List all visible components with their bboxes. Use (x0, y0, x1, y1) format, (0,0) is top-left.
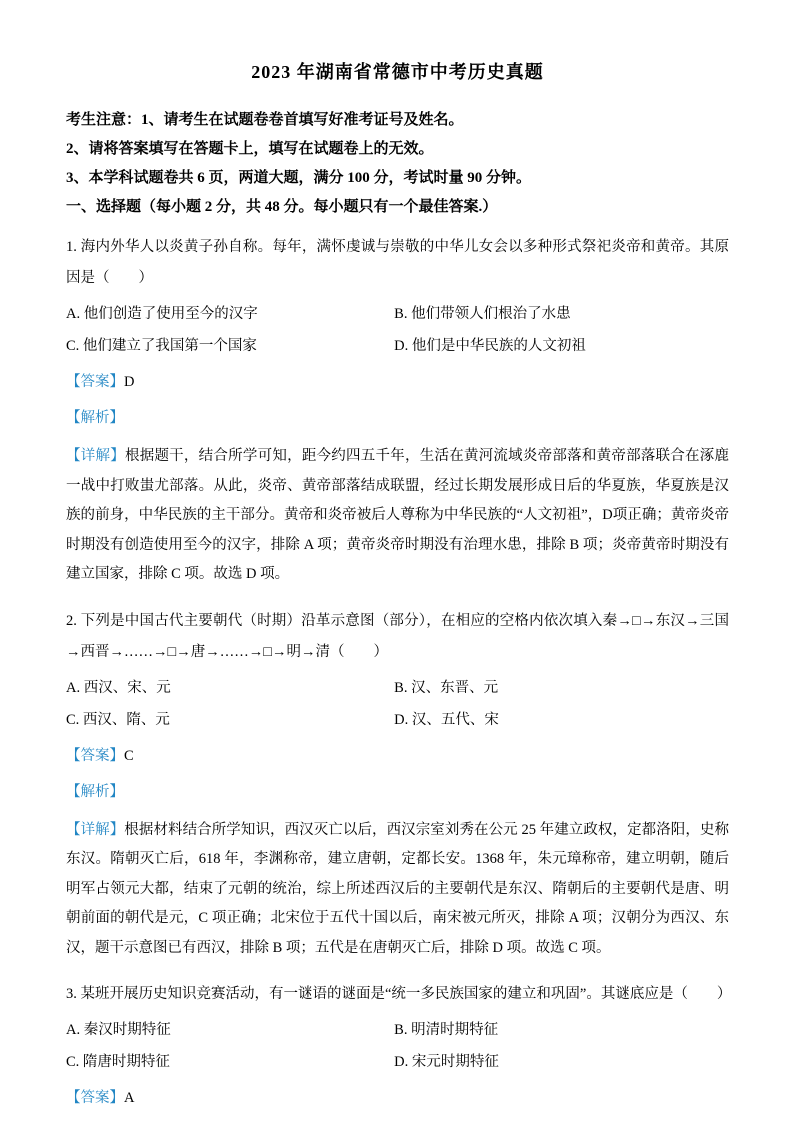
answer-value: C (124, 747, 134, 764)
question-3 (66, 979, 732, 1110)
detail-label: 【详解】 (66, 448, 125, 464)
answer-label: 【答案】 (66, 1090, 124, 1106)
analysis-label: 【解析】 (66, 410, 124, 426)
question-1-option-a: A. 他们创造了使用至今的汉字 (66, 306, 258, 322)
answer-value: D (124, 374, 135, 390)
question-2-detail (66, 816, 729, 964)
question-1-analysis-line (66, 406, 729, 430)
question-2-options (66, 676, 729, 732)
notice-line-2: 2、请将答案填写在答题卡上，填写在试题卷上的无效。 (66, 141, 434, 157)
question-3-option-a: A. 秦汉时期特征 (66, 1022, 171, 1038)
question-2-option-d: D. 汉、五代、宋 (394, 711, 499, 728)
question-2-answer-line (66, 744, 729, 768)
question-3-option-b: B. 明清时期特征 (394, 1022, 499, 1038)
answer-value: A (124, 1090, 135, 1106)
analysis-label: 【解析】 (66, 783, 124, 800)
question-1-option-c: C. 他们建立了我国第一个国家 (66, 338, 257, 354)
question-1-stem: 1. 海内外华人以炎黄子孙自称。每年，满怀虔诚与崇敬的中华儿女会以多种形式祭祀炎帝和黄帝。其原因是（ ） (66, 239, 729, 286)
question-1 (66, 232, 729, 590)
notice-line-3: 3、本学科试题卷共 6 页，两道大题，满分 100 分，考试时量 90 分钟。 (66, 170, 532, 186)
question-3-option-c: C. 隋唐时期特征 (66, 1054, 170, 1070)
question-1-answer-line (66, 370, 729, 394)
detail-label: 【详解】 (66, 821, 125, 838)
question-2-stem: 2. 下列是中国古代主要朝代（时期）沿革示意图（部分），在相应的空格内依次填入秦→□→东汉→三国→西晋→……→□→唐→……→□→明→清（ ） (66, 612, 729, 660)
question-1-option-d: D. 他们是中华民族的人文初祖 (394, 338, 586, 354)
answer-label: 【答案】 (66, 374, 124, 390)
question-1-options (66, 302, 729, 358)
section-title: 一、选择题（每小题 2 分，共 48 分。每小题只有一个最佳答案.） (66, 199, 498, 215)
question-3-options (66, 1018, 729, 1074)
answer-label: 【答案】 (66, 747, 124, 764)
question-3-answer-line (66, 1086, 729, 1110)
question-2-option-c: C. 西汉、隋、元 (66, 711, 170, 728)
detail-text: 根据材料结合所学知识，西汉灭亡以后，西汉宗室刘秀在公元 25 年建立政权，定都洛阳，史称东汉。隋朝灭亡后，618 年，李渊称帝，建立唐朝，定都长安。1368 年，朱元璋称帝，建立明朝，随后明军占领元大都，结束了元朝的统治，综上所述西汉后的主要朝代是东汉、隋朝后的主要朝代是唐、明朝前面的朝代是元，C 项正确；北宋位于五代十国以后，南宋被元所灭，排除 A 项；汉朝分为西汉、东汉，题干示意图已有西汉，排除 B 项；五代是在唐朝灭亡后，排除 D 项。故选 C 项。 (66, 821, 730, 956)
question-1-detail (66, 442, 729, 590)
question-2 (66, 606, 729, 964)
question-3-stem: 3. 某班开展历史知识竞赛活动，有一谜语的谜面是“统一多民族国家的建立和巩固”。其谜底应是（ ） (66, 986, 732, 1002)
detail-text: 根据题干，结合所学可知，距今约四五千年，生活在黄河流域炎帝部落和黄帝部落联合在涿鹿一战中打败蚩尤部落。从此，炎帝、黄帝部落结成联盟，经过长期发展形成日后的华夏族，华夏族是汉族的前身，中华民族的主干部分。黄帝和炎帝被后人尊称为中华民族的“人文初祖”，D项正确；黄帝炎帝时期没有创造使用至今的汉字，排除 A 项；黄帝炎帝时期没有治理水患，排除 B 项；炎帝黄帝时期没有建立国家，排除 C 项。故选 D 项。 (66, 448, 730, 582)
question-3-option-d: D. 宋元时期特征 (394, 1054, 499, 1070)
notice-line-1: 考生注意：1、请考生在试题卷卷首填写好准考证号及姓名。 (66, 112, 464, 128)
question-1-option-b: B. 他们带领人们根治了水患 (394, 306, 571, 322)
question-2-analysis-line (66, 780, 729, 804)
question-2-option-b: B. 汉、东晋、元 (394, 679, 499, 696)
question-2-option-a: A. 西汉、宋、元 (66, 679, 171, 696)
page-title: 2023 年湖南省常德市中考历史真题 (251, 62, 544, 82)
